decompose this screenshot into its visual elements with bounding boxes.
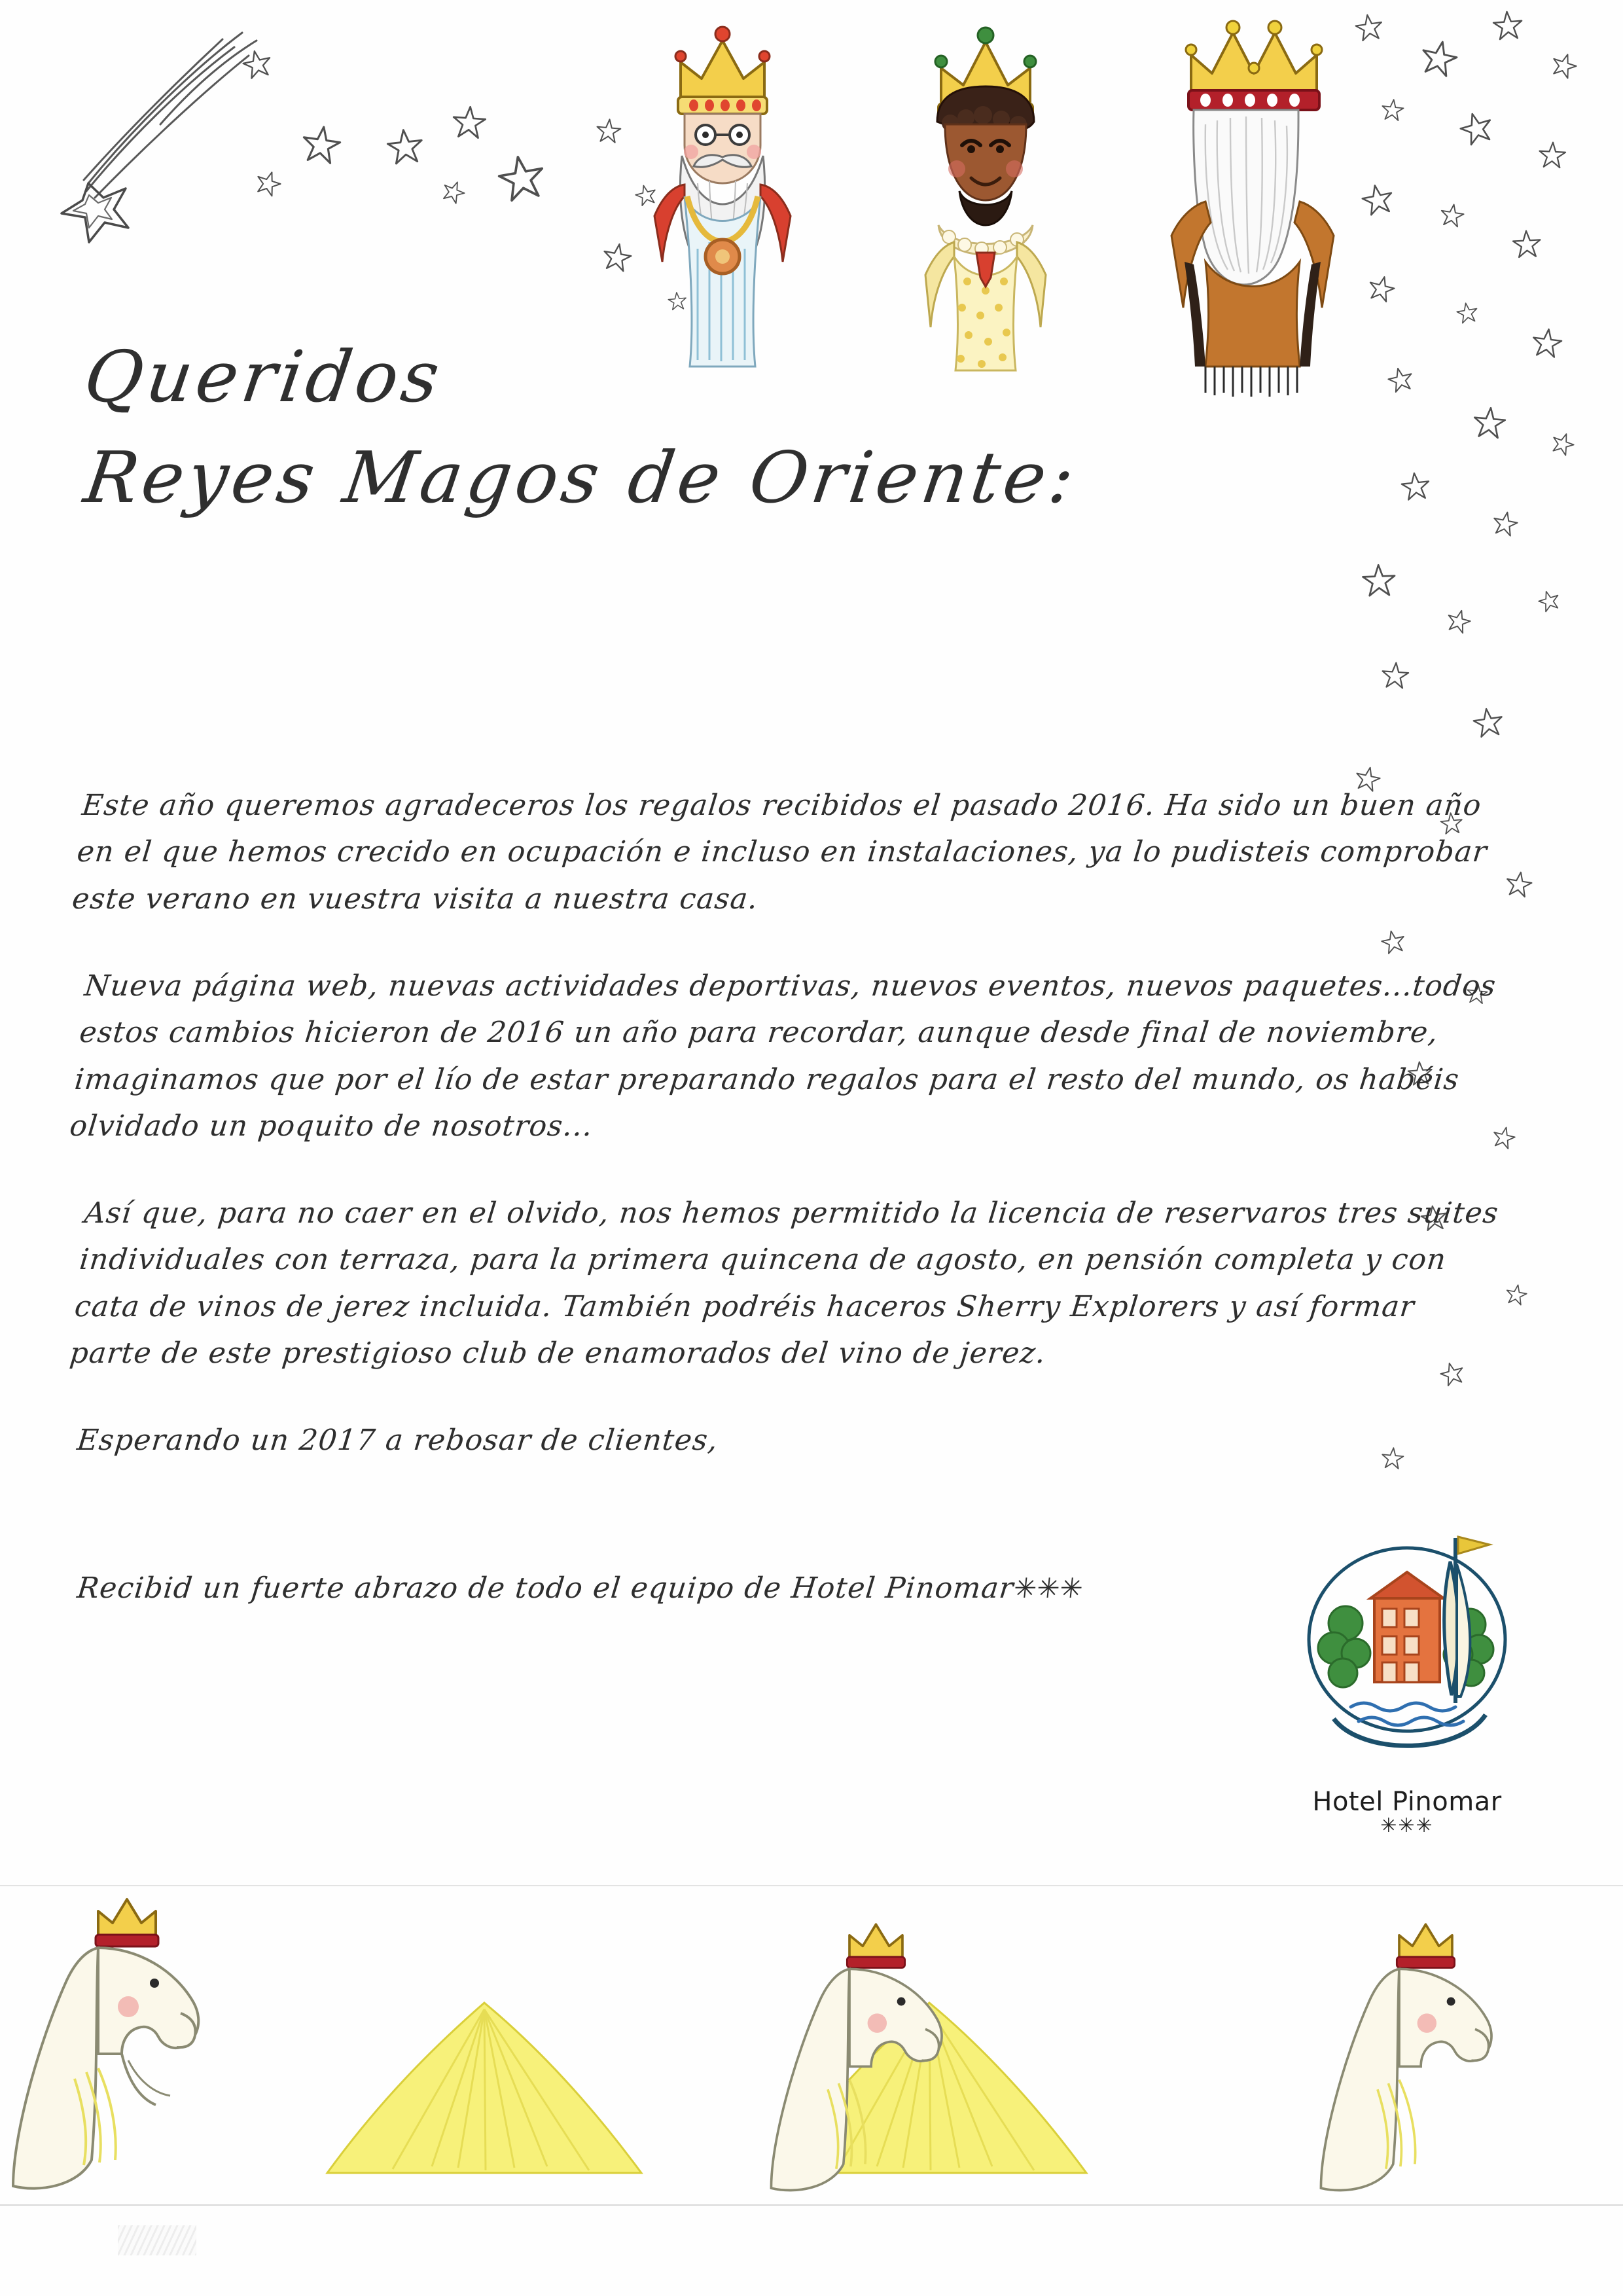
- right-star-2: [1492, 10, 1524, 46]
- middle-star-0: [596, 118, 622, 149]
- camels-and-dunes-illustration: [0, 1885, 1623, 2212]
- right-star-15: [1551, 432, 1575, 460]
- right-star-5: [1459, 111, 1493, 150]
- footer-divider-bottom: [0, 2204, 1623, 2206]
- paragraph-1: Este año queremos agradeceros los regalos recibidos el pasado 2016. Ha sido un buen año en el que hemos crecido en ocupación e incluso en instalaciones, ya lo pudisteis comprobar este verano en vuestra visita a nuestra casa.: [70, 789, 1489, 916]
- top-left-star-2: [386, 128, 424, 170]
- right-star-3: [1551, 52, 1577, 83]
- signoff-text: Recibid un fuerte abrazo de todo el equipo de Hotel Pinomar: [75, 1571, 1016, 1605]
- right-star-9: [1512, 229, 1542, 264]
- camel-1: [13, 1899, 198, 2189]
- dune-1: [327, 2003, 641, 2173]
- paper-smudge: [118, 2225, 196, 2255]
- signoff-stars: ✳✳✳: [1012, 1572, 1085, 1605]
- right-star-6: [1538, 141, 1567, 174]
- right-star-31: [1505, 1283, 1527, 1310]
- right-star-18: [1361, 563, 1397, 603]
- right-star-22: [1472, 707, 1504, 743]
- right-star-12: [1531, 327, 1563, 363]
- logo-star-rating: ✳✳✳: [1380, 1814, 1434, 1837]
- middle-star-2: [602, 242, 632, 277]
- right-star-17: [1492, 511, 1518, 541]
- right-star-14: [1472, 406, 1507, 444]
- right-star-19: [1446, 609, 1471, 638]
- paragraph-4: Esperando un 2017 a rebosar de clientes,: [75, 1423, 720, 1457]
- hotel-pinomar-logo: [1283, 1499, 1531, 1839]
- greeting-line-2: Reyes Magos de Oriente:: [79, 437, 1083, 520]
- letter-body: [68, 782, 1504, 1611]
- right-star-11: [1456, 301, 1478, 329]
- top-left-star-6: [442, 180, 465, 208]
- top-left-star-1: [301, 124, 342, 170]
- shooting-star-comet-icon: [26, 20, 301, 281]
- greeting-line-1: Queridos: [79, 336, 448, 418]
- king-melchor: [654, 27, 791, 367]
- paragraph-2: Nueva página web, nuevas actividades deportivas, nuevos eventos, nuevos paquetes...todos estos cambios hicieron de 2016 un año para recordar, aunque desde final de noviembre, imaginamos que por el lío de estar preparando regalos para el resto del mundo, os habéis olvidado un poquito de nosotros...: [68, 969, 1498, 1143]
- right-star-21: [1381, 661, 1410, 694]
- king-baltasar: [925, 27, 1046, 370]
- camel-3: [1321, 1924, 1491, 2190]
- top-left-star-5: [497, 154, 546, 207]
- greeting-heading: [79, 336, 1329, 520]
- right-star-20: [1538, 589, 1560, 617]
- right-star-25: [1505, 870, 1533, 903]
- right-star-8: [1440, 203, 1465, 232]
- top-left-star-4: [452, 105, 487, 145]
- paragraph-3: Así que, para no caer en el olvido, nos hemos permitido la licencia de reservaros tres suites individuales con terraza, para la primera quincena de agosto, en pensión completa y con cata de vinos de jerez incluida. También podréis haceros Sherry Explorers y así formar parte de este prestigioso club de enamorados del vino de jerez.: [68, 1196, 1501, 1370]
- logo-hotel-name: Hotel Pinomar: [1312, 1787, 1502, 1817]
- right-star-1: [1420, 39, 1458, 82]
